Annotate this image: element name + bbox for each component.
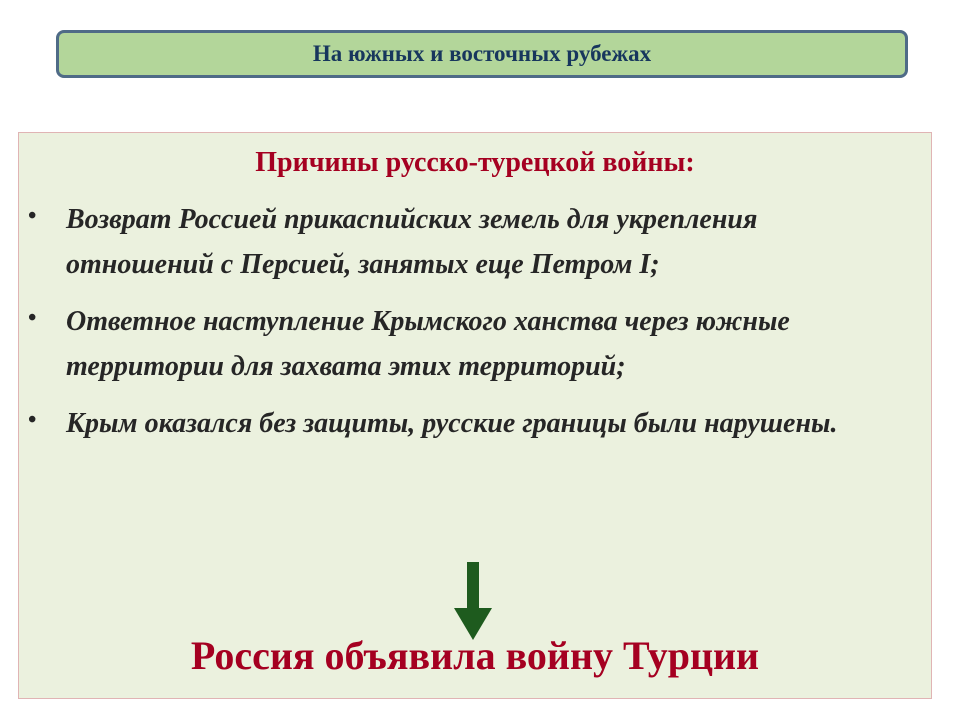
reason-text: Ответное наступление Крымского ханства через южные территории для захвата этих территорий;: [66, 306, 790, 382]
content-panel: [18, 132, 932, 699]
bullet-icon: •: [28, 305, 37, 331]
bullet-icon: •: [28, 407, 37, 433]
reason-text: Крым оказался без защиты, русские границы были нарушены.: [66, 408, 838, 439]
list-item: [19, 299, 931, 389]
reason-text: Возврат Россией прикаспийских земель для укрепления отношений с Персией, занятых еще Петром I;: [66, 204, 758, 280]
conclusion-text: Россия объявила войну Турции: [190, 633, 760, 678]
section-heading: Причины русско-турецкой войны:: [255, 147, 695, 178]
list-item: [19, 197, 931, 287]
arrow-down-icon: [454, 562, 492, 640]
bullet-icon: •: [28, 203, 37, 229]
list-item: [19, 401, 931, 446]
reasons-list: [19, 197, 931, 458]
title-banner: [56, 30, 908, 78]
slide-title: На южных и восточных рубежах: [312, 41, 652, 66]
